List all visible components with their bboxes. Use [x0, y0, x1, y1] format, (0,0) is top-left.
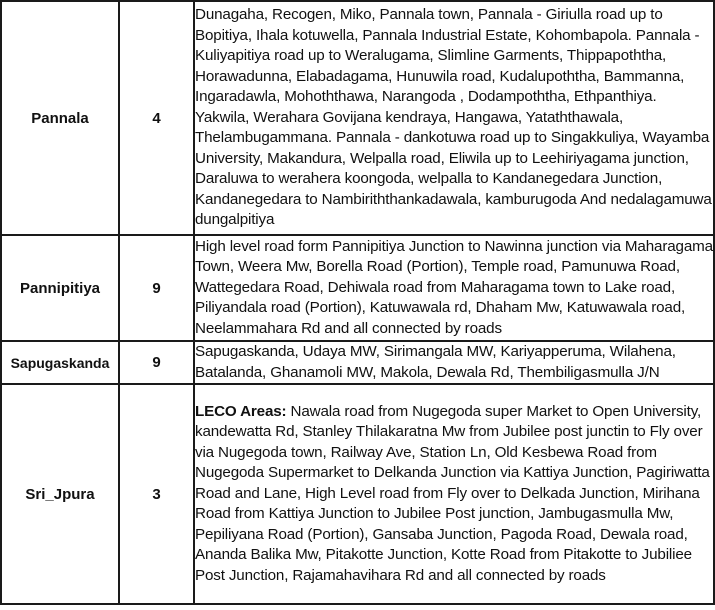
area-name: Pannala [1, 1, 119, 235]
table-row [1, 341, 714, 384]
area-description: Nawala road from Nugegoda super Market to Open University, kandewatta Rd, Stanley Thilakaratna Mw from Jubilee post junctin to Fly over via Nugegoda town, Railway Ave, Station Ln, Old Kesbewa Road from Nugegoda Supermarket to Delkanda Junction via Kattiya Junction, Pagiriwatta Road and Lane, High Level road from Fly over to Delkada Junction, Mirihana Road from Kattiya Junction to Jubilee Post junction, Jambugasmulla Mw, Pepiliyana Road (Portion), Gansaba Junction, Pagoda Road, Dewala road, Ananda Balika Mw, Pitakotte Junction, Kotte Road from Pitakotte to Jubiliee Post Junction, Rajamahavihara Rd and all connected by roads [195, 402, 710, 584]
area-count: 9 [119, 235, 194, 341]
table-row [1, 1, 714, 235]
area-count: 3 [119, 384, 194, 604]
area-count: 9 [119, 341, 194, 384]
area-name: Sapugaskanda [1, 341, 119, 384]
area-description: Sapugaskanda, Udaya MW, Sirimangala MW, Kariyapperuma, Wilahena, Batalanda, Ghanamoli MW, Makola, Dewala Rd, Thembiligasmulla J/N [194, 341, 714, 384]
area-description: Dunagaha, Recogen, Miko, Pannala town, Pannala - Giriulla road up to Bopitiya, Ihala kotuwella, Pannala Industrial Estate, Kohombapola. Pannala - Kuliyapitiya road up to Weralugama, Slimline Garments, Thippapoththa, Horawadunna, Elabadagama, Hunuwila road, Kudalupoththa, Bammanna, Ingaradawla, Mohoththawa, Narangoda , Dodampoththa, Ethpanthiya. Yakwila, Werahara Govijana kendraya, Hangawa, Yataththawala, Thelambugammana. Pannala - dankotuwa road up to Singakkuliya, Wayamba University, Makandura, Welpalla road, Eliwila up to Leehiriyagama junction, Daraluwa to werahera koongoda, welpalla to Kandanegedara Junction, Kandanegedara to Nambiriththankadawala, kamburugoda And nedalagamuwa dungalpitiya [194, 1, 714, 235]
leco-areas-label: LECO Areas: [195, 402, 287, 420]
area-name: Sri_Jpura [1, 384, 119, 604]
area-name: Pannipitiya [1, 235, 119, 341]
table-row [1, 384, 714, 604]
area-description-cell [194, 384, 714, 604]
table-row [1, 235, 714, 341]
area-description: High level road form Pannipitiya Junction to Nawinna junction via Maharagama Town, Weera Mw, Borella Road (Portion), Temple road, Pamunuwa Road, Wattegedara Road, Dehiwala road from Maharagama town to Lake road, Piliyandala road (Portion), Katuwawala rd, Dhaham Mw, Katuwawala road, Neelammahara Rd and all connected by roads [194, 235, 714, 341]
area-count: 4 [119, 1, 194, 235]
